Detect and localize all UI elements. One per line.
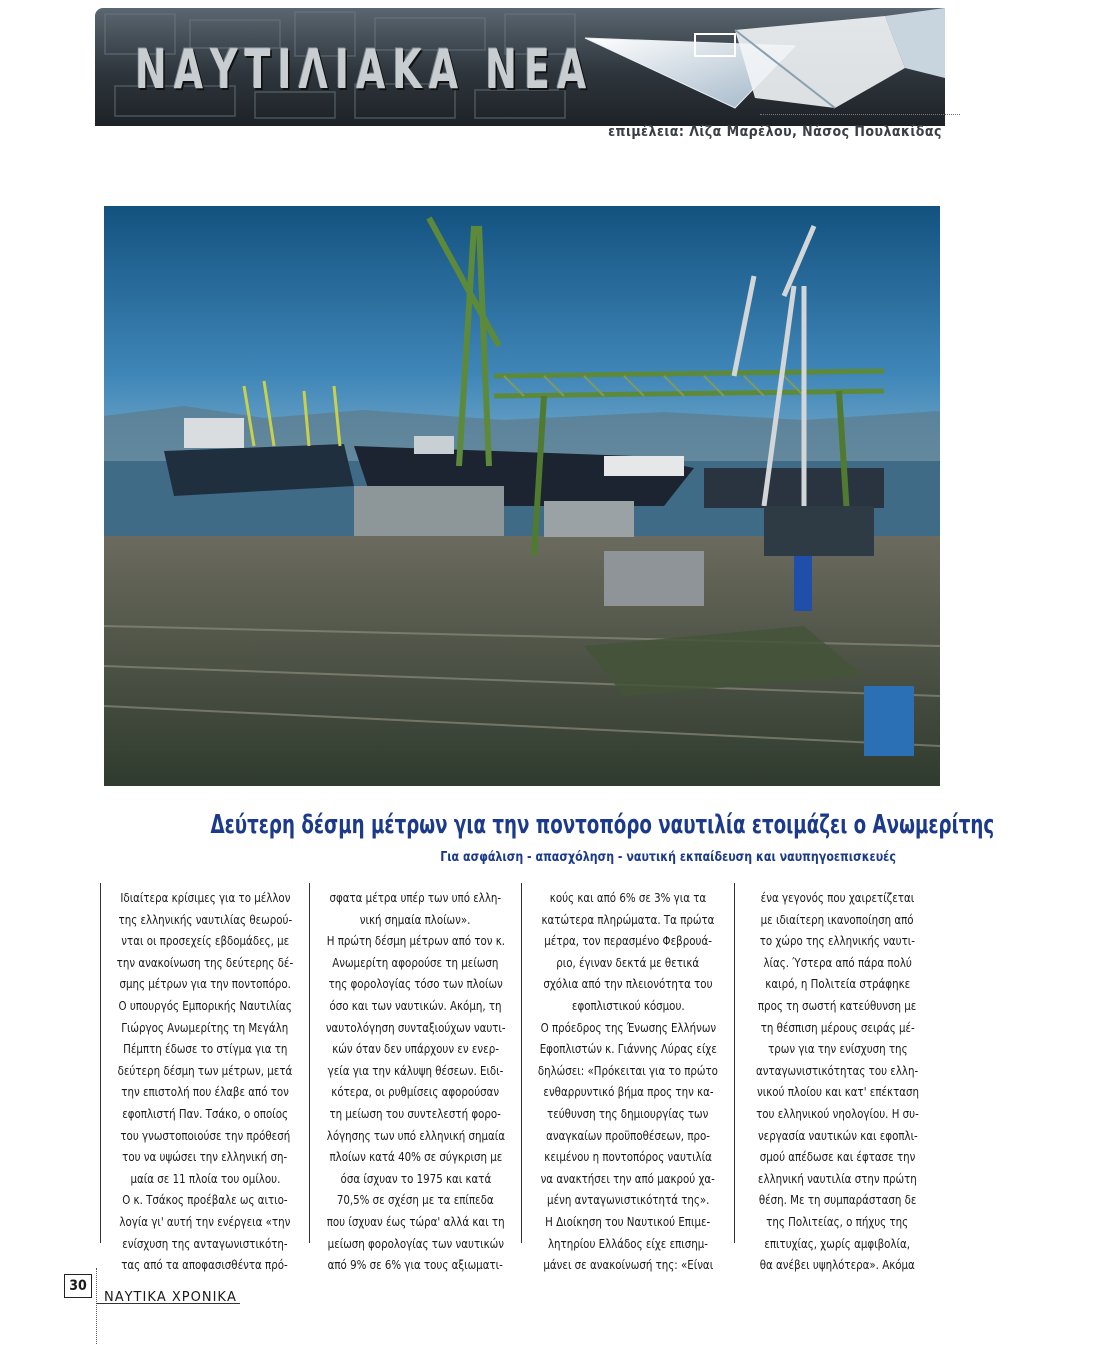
text-line: ανταγωνιστικότητας του ελλη- [756,1062,919,1078]
text-line: σφατα μέτρα υπέρ των υπό ελλη- [329,890,502,905]
text-line: Η πρώτη δέσμη μέτρων από τον κ. [326,933,505,949]
section-editors: επιμέλεια: Λίζα Μαρέλου, Νάσος Πουλακίδας [608,124,942,140]
text-line: θέση. Με τη συμπαράσταση δε [758,1192,917,1208]
text-line: την ανακοίνωση της δεύτερης δέ- [116,954,294,970]
text-line: τεύθυνση της δημιουργίας των [547,1105,709,1121]
text-line: τη θέσπιση μέρους σειράς μέ- [760,1019,915,1035]
article-subheadline [100,850,940,865]
text-line: της φορολογίας τόσο των πλοίων [328,976,503,992]
ship-hull-graphic [585,8,945,126]
subheadline-text: Για ασφάλιση - απασχόληση - ναυτική εκπαίδευση και ναυπηγοεπισκευές [440,850,896,865]
text-line: ένα γεγονός που χαιρετίζεται [760,890,915,905]
section-title: ΝΑΥΤΙΛΙΑΚΑ ΝΕΑ [135,38,594,101]
text-line: Η Διοίκηση του Ναυτικού Επιμε- [545,1213,711,1229]
text-line: λόγησης των υπό ελληνική σημαία [326,1127,505,1143]
text-line: κατώτερα πληρώματα. Τα πρώτα [541,911,715,927]
text-line: μείωση φορολογίας των ναυτικών [327,1235,504,1251]
article-column-2 [309,883,521,1273]
text-line: Ο υπουργός Εμπορικής Ναυτιλίας [118,997,292,1013]
text-line: του να υψώσει την ελληνική ση- [122,1149,288,1165]
text-line: Ιδιαίτερα κρίσιμες για το μέλλον [119,890,290,905]
text-line: από 9% σε 6% για τους αξιωματι- [327,1257,504,1273]
text-line: Εφοπλιστών κ. Γιάννης Λύρας είχε [539,1041,717,1057]
text-line: Πέμπτη έδωσε το στίγμα για τη [122,1041,288,1057]
shipyard-photo [104,206,940,786]
article-body [100,883,940,1273]
text-line: σμού απέδωσε και έφτασε την [759,1149,916,1165]
text-line: 70,5% σε σχέση με τα επίπεδα [337,1192,494,1208]
text-line: λίας. Ύστερα από πάρα πολύ [763,954,912,970]
article-column-1 [100,883,309,1273]
text-line: νική σημαία πλοίων». [360,911,471,927]
text-line: ενθαρρυντικό βήμα προς την κα- [543,1084,714,1100]
header-dotted-rule [760,114,960,115]
text-line: λογία γι' αυτή την ενέργεια «την [119,1213,291,1229]
text-line: που ίσχυαν έως τώρα' αλλά και τη [326,1213,505,1229]
text-line: αναγκαίων προϋποθέσεων, προ- [546,1127,711,1143]
article-column-3 [521,883,734,1273]
text-line: λητηρίου Ελλάδος είχε επισημ- [548,1235,709,1251]
text-line: καιρό, η Πολιτεία στράφηκε [765,976,910,992]
text-line: ριο, έγιναν δεκτά με θετικά [556,954,700,970]
article-column-4 [734,883,940,1273]
text-line: της Πολιτείας, ο πήχυς της [766,1213,909,1229]
text-line: δηλώσει: «Πρόκειται για το πρώτο [538,1062,719,1078]
text-line: νεργασία ναυτικών και εφοπλι- [757,1127,918,1143]
text-line: τρων για την ενίσχυση της [767,1041,908,1057]
text-line: όσο και των ναυτικών. Ακόμη, τη [329,997,502,1013]
text-line: Ο πρόεδρος της Ένωσης Ελλήνων [540,1019,716,1035]
text-line: εφοπλιστικού κόσμου. [571,997,685,1013]
text-line: τας από τα αποφασισθέντα πρό- [121,1257,289,1273]
text-line: δεύτερη δέσμη των μέτρων, μετά [117,1062,293,1078]
page-number: 30 [64,1274,92,1298]
text-line: προς τη σωστή κατεύθυνση με [758,997,917,1013]
text-line: Ο κ. Τσάκος προέβαλε ως αιτιο- [122,1192,288,1208]
text-line: μέτρα, τον περασμένο Φεβρουά- [544,933,712,949]
text-line: τη μείωση του συντελεστή φορο- [329,1105,502,1121]
text-line: εφοπλιστή Παν. Τσάκο, ο οποίος [122,1105,288,1121]
footer-rule [96,1303,240,1304]
text-line: όσα ίσχυαν το 1975 και κατά [340,1170,491,1186]
text-line: του γνωστοποιούσε την πρόθεσή [120,1127,290,1143]
text-line: το χώρο της ελληνικής ναυτι- [759,933,916,949]
magazine-name: ΝΑΥΤΙΚΑ ΧΡΟΝΙΚΑ [104,1290,237,1305]
article-headline [100,810,995,840]
text-line: κειμένου η ποντοπόρος ναυτιλία [544,1149,712,1165]
text-line: μάνει σε ανακοίνωσή της: «Είναι [543,1257,714,1273]
text-line: ναυτολόγηση συνταξιούχων ναυτι- [325,1019,506,1035]
text-line: να ανακτήσει την από μακρού χα- [541,1170,716,1186]
text-line: μαία σε 11 πλοία του ομίλου. [130,1170,280,1186]
text-line: Ανωμερίτη αφορούσε τη μείωση [332,954,499,970]
text-line: της ελληνικής ναυτιλίας θεωρού- [118,911,292,927]
shipyard-illustration [104,206,940,786]
text-line: Γιώργος Ανωμερίτης τη Μεγάλη [121,1019,289,1035]
text-line: με ιδιαίτερη ικανοποίηση από [761,911,914,927]
text-line: ελληνική ναυτιλία στην πρώτη [758,1170,917,1186]
text-line: την επιστολή που έλαβε από τον [121,1084,289,1100]
section-banner [95,8,945,126]
text-line: πλοίων κατά 40% σε σύγκριση με [329,1149,502,1165]
text-line: του ελληνικού νηολογίου. Η συ- [756,1105,919,1121]
headline-text: Δεύτερη δέσμη μέτρων για την ποντοπόρο ναυτιλία ετοιμάζει ο Ανωμερίτης [210,810,995,840]
text-line: γεία για την κάλυψη θέσεων. Ειδι- [327,1062,504,1078]
text-line: νται οι προσεχείς εβδομάδες, με [120,933,289,949]
text-line: μένη ανταγωνιστικότητά της». [546,1192,710,1208]
text-line: θα ανέβει υψηλότερα». Ακόμα [759,1257,916,1273]
text-line: νικού πλοίου και κατ' επέκταση [756,1084,919,1100]
text-line: κών όταν δεν υπάρχουν εν ενερ- [332,1041,499,1057]
text-line: σχόλια από την πλειονότητα του [543,976,713,992]
text-line: ενίσχυση της ανταγωνιστικότη- [122,1235,288,1251]
text-line: κότερα, οι ρυθμίσεις αφορούσαν [331,1084,500,1100]
text-line: σμης μέτρων για την ποντοπόρο. [119,976,291,992]
text-line: επιτυχίας, χωρίς αμφιβολία, [764,1235,911,1251]
footer-dotted-rule [96,1268,97,1344]
text-line: κούς και από 6% σε 3% για τα [549,890,707,905]
